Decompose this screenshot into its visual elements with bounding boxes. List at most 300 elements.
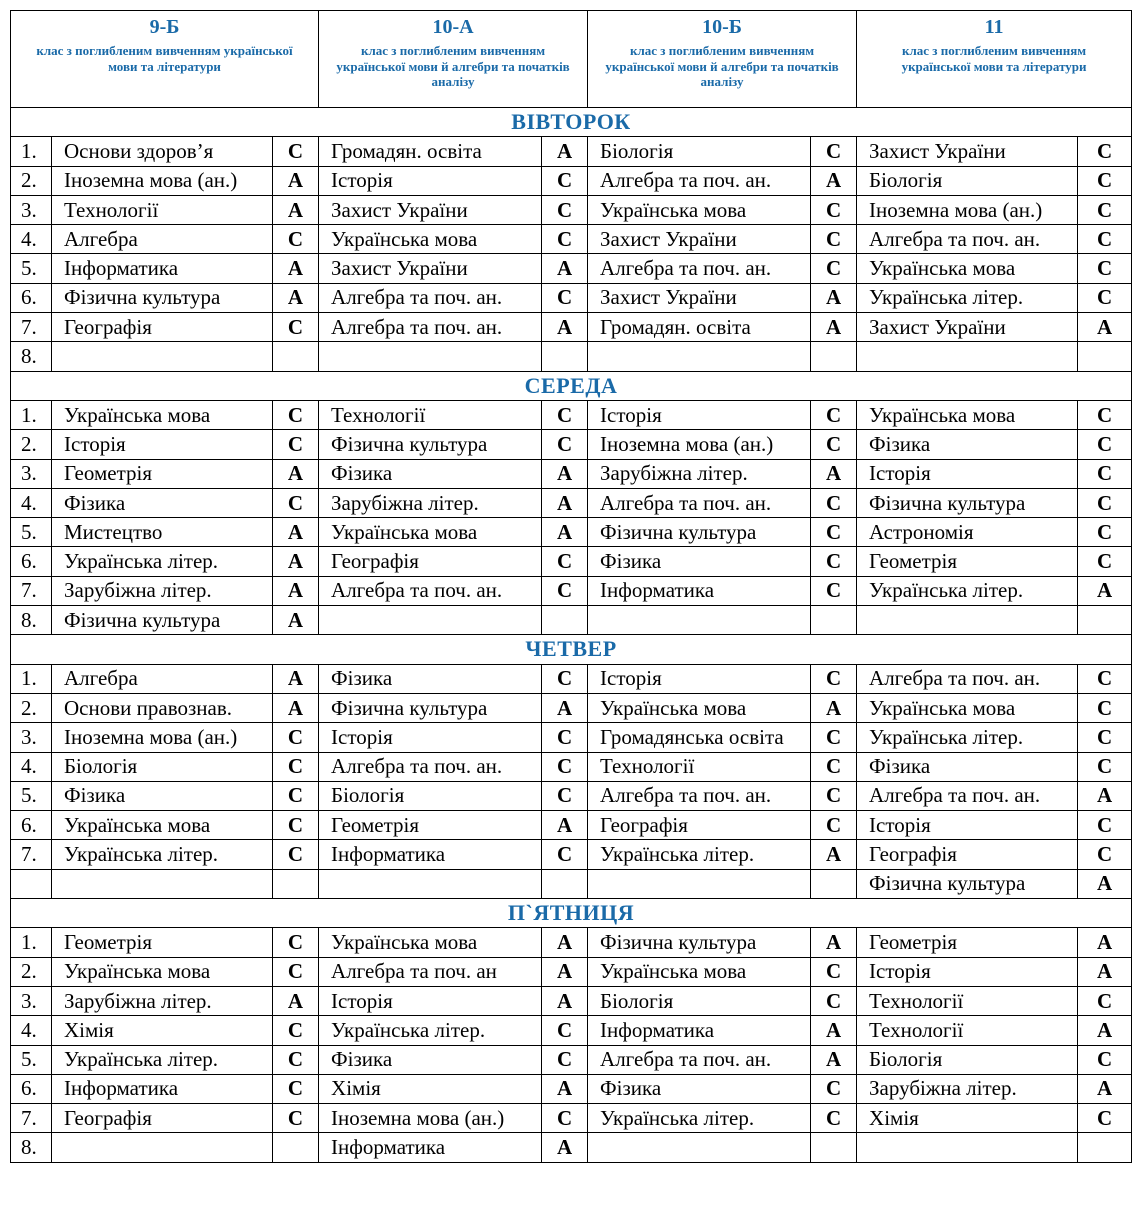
level-cell: С (1078, 752, 1132, 781)
level-cell: С (542, 195, 588, 224)
subject-cell: Українська літер. (857, 723, 1078, 752)
level-cell: А (811, 313, 857, 342)
subject-cell: Українська літер. (52, 840, 273, 869)
subject-cell: Хімія (52, 1016, 273, 1045)
subject-cell: Громадянська освіта (588, 723, 811, 752)
lesson-number: 7. (11, 1104, 52, 1133)
lesson-number: 6. (11, 547, 52, 576)
subject-cell: Зарубіжна літер. (857, 1074, 1078, 1103)
level-cell: А (542, 811, 588, 840)
subject-cell: Іноземна мова (ан.) (588, 430, 811, 459)
subject-cell: Алгебра та поч. ан. (319, 283, 542, 312)
level-cell: С (811, 254, 857, 283)
class-description: клас з поглибленим вивченням української мови та літератури (36, 43, 293, 74)
lesson-row (11, 342, 1132, 371)
level-cell: А (542, 1133, 588, 1162)
subject-cell: Технології (319, 400, 542, 429)
subject-cell (52, 869, 273, 898)
subject-cell: Українська мова (588, 195, 811, 224)
subject-cell: Українська мова (319, 928, 542, 957)
level-cell: А (1078, 928, 1132, 957)
level-cell: С (1078, 254, 1132, 283)
subject-cell: Історія (319, 166, 542, 195)
lesson-row (11, 518, 1132, 547)
subject-cell: Алгебра (52, 225, 273, 254)
day-name: СЕРЕДА (11, 371, 1132, 400)
level-cell (811, 1133, 857, 1162)
lesson-row (11, 723, 1132, 752)
day-header-row (11, 108, 1132, 137)
day-header-row (11, 635, 1132, 664)
level-cell: А (811, 1016, 857, 1045)
lesson-number: 4. (11, 488, 52, 517)
lesson-row (11, 869, 1132, 898)
subject-cell: Біологія (588, 137, 811, 166)
subject-cell: Захист України (857, 313, 1078, 342)
subject-cell: Історія (857, 957, 1078, 986)
subject-cell: Геометрія (319, 811, 542, 840)
subject-cell: Геометрія (52, 928, 273, 957)
level-cell: С (1078, 459, 1132, 488)
level-cell: С (1078, 693, 1132, 722)
level-cell: С (811, 1104, 857, 1133)
level-cell: А (1078, 313, 1132, 342)
level-cell: А (542, 928, 588, 957)
level-cell (273, 1133, 319, 1162)
level-cell: С (1078, 986, 1132, 1015)
level-cell: А (273, 459, 319, 488)
lesson-number: 8. (11, 606, 52, 635)
level-cell: А (542, 313, 588, 342)
level-cell: А (542, 693, 588, 722)
subject-cell (588, 342, 811, 371)
subject-cell: Фізика (52, 488, 273, 517)
level-cell: С (273, 225, 319, 254)
level-cell (542, 869, 588, 898)
subject-cell: Геометрія (857, 547, 1078, 576)
level-cell (273, 869, 319, 898)
level-cell: С (1078, 723, 1132, 752)
level-cell: А (273, 664, 319, 693)
subject-cell: Фізична культура (52, 606, 273, 635)
subject-cell: Громадян. освіта (588, 313, 811, 342)
subject-cell: Українська мова (857, 400, 1078, 429)
level-cell: С (273, 1016, 319, 1045)
subject-cell: Геометрія (857, 928, 1078, 957)
subject-cell: Хімія (319, 1074, 542, 1103)
lesson-row (11, 400, 1132, 429)
subject-cell: Українська літер. (588, 1104, 811, 1133)
level-cell: С (811, 1074, 857, 1103)
level-cell: С (811, 986, 857, 1015)
subject-cell: Іноземна мова (ан.) (857, 195, 1078, 224)
lesson-row (11, 664, 1132, 693)
lesson-number: 5. (11, 518, 52, 547)
subject-cell: Громадян. освіта (319, 137, 542, 166)
lesson-number: 3. (11, 195, 52, 224)
class-header-cell (588, 11, 857, 108)
level-cell: С (1078, 225, 1132, 254)
subject-cell: Географія (319, 547, 542, 576)
level-cell: А (273, 986, 319, 1015)
lesson-number: 4. (11, 225, 52, 254)
lesson-number: 7. (11, 313, 52, 342)
lesson-row (11, 811, 1132, 840)
lesson-row (11, 195, 1132, 224)
subject-cell: Біологія (857, 1045, 1078, 1074)
subject-cell: Фізична культура (319, 693, 542, 722)
level-cell: С (1078, 137, 1132, 166)
day-header-row (11, 899, 1132, 928)
lesson-row (11, 430, 1132, 459)
subject-cell: Алгебра та поч. ан. (588, 254, 811, 283)
subject-cell: Географія (588, 811, 811, 840)
subject-cell: Алгебра та поч. ан. (588, 488, 811, 517)
subject-cell: Фізика (857, 752, 1078, 781)
level-cell: А (273, 166, 319, 195)
level-cell: С (542, 430, 588, 459)
lesson-number: 8. (11, 342, 52, 371)
subject-cell: Алгебра та поч. ан. (588, 1045, 811, 1074)
level-cell: А (1078, 957, 1132, 986)
subject-cell: Фізична культура (857, 869, 1078, 898)
level-cell: С (811, 547, 857, 576)
subject-cell: Алгебра та поч. ан. (857, 781, 1078, 810)
class-header-cell (857, 11, 1132, 108)
subject-cell: Українська літер. (588, 840, 811, 869)
lesson-row (11, 488, 1132, 517)
level-cell: С (811, 225, 857, 254)
level-cell: А (273, 576, 319, 605)
level-cell: С (811, 400, 857, 429)
lesson-row (11, 606, 1132, 635)
level-cell: А (811, 840, 857, 869)
subject-cell: Алгебра та поч. ан. (857, 664, 1078, 693)
subject-cell: Зарубіжна літер. (52, 576, 273, 605)
level-cell: С (1078, 840, 1132, 869)
level-cell: А (1078, 1016, 1132, 1045)
level-cell: А (273, 693, 319, 722)
level-cell: С (542, 576, 588, 605)
level-cell: С (542, 547, 588, 576)
level-cell: А (273, 547, 319, 576)
subject-cell: Технології (52, 195, 273, 224)
subject-cell (588, 1133, 811, 1162)
lesson-row (11, 1045, 1132, 1074)
subject-cell: Фізична культура (588, 518, 811, 547)
subject-cell: Історія (857, 459, 1078, 488)
level-cell: С (273, 957, 319, 986)
subject-cell: Географія (52, 1104, 273, 1133)
level-cell: С (273, 723, 319, 752)
level-cell: А (1078, 576, 1132, 605)
level-cell: А (542, 518, 588, 547)
lesson-number: 5. (11, 254, 52, 283)
subject-cell: Фізика (319, 1045, 542, 1074)
lesson-row (11, 547, 1132, 576)
level-cell: С (811, 957, 857, 986)
subject-cell: Інформатика (319, 1133, 542, 1162)
subject-cell: Алгебра та поч. ан. (857, 225, 1078, 254)
level-cell: С (273, 488, 319, 517)
class-header-cell (11, 11, 319, 108)
subject-cell: Геометрія (52, 459, 273, 488)
lesson-row (11, 576, 1132, 605)
subject-cell: Фізична культура (857, 488, 1078, 517)
subject-cell: Іноземна мова (ан.) (319, 1104, 542, 1133)
level-cell: С (811, 723, 857, 752)
level-cell: А (1078, 781, 1132, 810)
level-cell: С (1078, 547, 1132, 576)
level-cell: А (542, 986, 588, 1015)
subject-cell: Фізика (52, 781, 273, 810)
lesson-number: 2. (11, 957, 52, 986)
subject-cell: Українська літер. (857, 576, 1078, 605)
subject-cell: Технології (857, 986, 1078, 1015)
level-cell (1078, 342, 1132, 371)
level-cell (1078, 1133, 1132, 1162)
subject-cell: Іноземна мова (ан.) (52, 166, 273, 195)
lesson-number: 7. (11, 576, 52, 605)
level-cell: С (542, 781, 588, 810)
level-cell: А (273, 195, 319, 224)
level-cell: С (1078, 811, 1132, 840)
lesson-row (11, 1104, 1132, 1133)
level-cell: С (273, 430, 319, 459)
subject-cell: Українська мова (319, 518, 542, 547)
subject-cell: Фізика (857, 430, 1078, 459)
level-cell: С (811, 664, 857, 693)
level-cell: С (811, 518, 857, 547)
subject-cell: Українська мова (52, 811, 273, 840)
subject-cell: Технології (857, 1016, 1078, 1045)
subject-cell: Інформатика (588, 1016, 811, 1045)
level-cell: С (1078, 195, 1132, 224)
subject-cell: Інформатика (52, 254, 273, 283)
level-cell: С (811, 488, 857, 517)
level-cell: С (273, 752, 319, 781)
level-cell: С (273, 1074, 319, 1103)
subject-cell: Фізика (319, 664, 542, 693)
lesson-number: 2. (11, 430, 52, 459)
level-cell: А (1078, 1074, 1132, 1103)
subject-cell: Фізика (588, 1074, 811, 1103)
subject-cell: Фізика (319, 459, 542, 488)
lesson-number: 2. (11, 693, 52, 722)
level-cell: С (811, 430, 857, 459)
level-cell: А (542, 957, 588, 986)
lesson-row (11, 986, 1132, 1015)
subject-cell (319, 606, 542, 635)
subject-cell: Основи правознав. (52, 693, 273, 722)
lesson-row (11, 283, 1132, 312)
subject-cell: Алгебра та поч. ан. (319, 752, 542, 781)
lesson-number: 1. (11, 664, 52, 693)
level-cell: С (1078, 430, 1132, 459)
lesson-row (11, 313, 1132, 342)
level-cell: А (273, 518, 319, 547)
subject-cell: Українська літер. (52, 1045, 273, 1074)
level-cell: С (811, 752, 857, 781)
lesson-row (11, 752, 1132, 781)
subject-cell: Біологія (319, 781, 542, 810)
day-name: П`ЯТНИЦЯ (11, 899, 1132, 928)
class-description: клас з поглибленим вивченням української мови й алгебри та початків аналізу (605, 43, 839, 90)
level-cell: С (273, 400, 319, 429)
level-cell: С (1078, 518, 1132, 547)
lesson-row (11, 840, 1132, 869)
level-cell (273, 342, 319, 371)
subject-cell: Алгебра та поч. ан. (588, 166, 811, 195)
level-cell: С (542, 1016, 588, 1045)
class-name: 10-Б (702, 16, 742, 38)
lesson-number: 3. (11, 723, 52, 752)
lesson-number: 5. (11, 1045, 52, 1074)
subject-cell: Захист України (588, 225, 811, 254)
lesson-number: 1. (11, 928, 52, 957)
lesson-number: 4. (11, 1016, 52, 1045)
lesson-row (11, 1074, 1132, 1103)
day-name: ЧЕТВЕР (11, 635, 1132, 664)
lesson-row (11, 254, 1132, 283)
lesson-number: 7. (11, 840, 52, 869)
subject-cell: Фізика (588, 547, 811, 576)
level-cell: С (811, 811, 857, 840)
lesson-row (11, 137, 1132, 166)
lesson-row (11, 1016, 1132, 1045)
subject-cell: Захист України (319, 254, 542, 283)
subject-cell: Історія (857, 811, 1078, 840)
class-name: 9-Б (149, 16, 180, 38)
subject-cell: Захист України (588, 283, 811, 312)
lesson-row (11, 166, 1132, 195)
level-cell: С (273, 781, 319, 810)
subject-cell: Українська літер. (857, 283, 1078, 312)
subject-cell: Основи здоров’я (52, 137, 273, 166)
lesson-number: 2. (11, 166, 52, 195)
level-cell: С (542, 283, 588, 312)
subject-cell (857, 342, 1078, 371)
level-cell: С (811, 195, 857, 224)
level-cell: С (542, 664, 588, 693)
subject-cell: Українська мова (52, 400, 273, 429)
level-cell: С (1078, 1045, 1132, 1074)
level-cell: С (542, 752, 588, 781)
subject-cell: Географія (52, 313, 273, 342)
subject-cell: Захист України (857, 137, 1078, 166)
lesson-row (11, 928, 1132, 957)
subject-cell: Інформатика (52, 1074, 273, 1103)
subject-cell: Алгебра та поч. ан (319, 957, 542, 986)
subject-cell: Українська мова (319, 225, 542, 254)
subject-cell: Українська мова (52, 957, 273, 986)
level-cell: С (542, 1104, 588, 1133)
lesson-number: 4. (11, 752, 52, 781)
subject-cell: Історія (588, 664, 811, 693)
lesson-row (11, 459, 1132, 488)
subject-cell: Хімія (857, 1104, 1078, 1133)
level-cell: А (811, 166, 857, 195)
level-cell: А (811, 928, 857, 957)
subject-cell: Фізична культура (588, 928, 811, 957)
subject-cell: Інформатика (319, 840, 542, 869)
level-cell: С (811, 781, 857, 810)
subject-cell (319, 342, 542, 371)
subject-cell (52, 342, 273, 371)
level-cell: А (1078, 869, 1132, 898)
lesson-number: 3. (11, 459, 52, 488)
subject-cell: Інформатика (588, 576, 811, 605)
subject-cell: Зарубіжна літер. (588, 459, 811, 488)
subject-cell: Українська мова (588, 957, 811, 986)
day-header-row (11, 371, 1132, 400)
subject-cell: Астрономія (857, 518, 1078, 547)
schedule-body (11, 11, 1132, 1163)
subject-cell: Історія (319, 986, 542, 1015)
lesson-row (11, 957, 1132, 986)
level-cell: А (542, 254, 588, 283)
lesson-row (11, 225, 1132, 254)
lesson-row (11, 693, 1132, 722)
subject-cell (52, 1133, 273, 1162)
subject-cell: Алгебра та поч. ан. (319, 313, 542, 342)
level-cell: А (811, 693, 857, 722)
subject-cell: Алгебра та поч. ан. (588, 781, 811, 810)
level-cell: С (273, 840, 319, 869)
subject-cell: Географія (857, 840, 1078, 869)
class-header-row (11, 11, 1132, 108)
subject-cell: Українська літер. (52, 547, 273, 576)
level-cell: С (273, 313, 319, 342)
level-cell: А (811, 1045, 857, 1074)
level-cell (1078, 606, 1132, 635)
level-cell: С (542, 400, 588, 429)
level-cell: С (542, 723, 588, 752)
level-cell: А (542, 488, 588, 517)
lesson-number: 1. (11, 400, 52, 429)
subject-cell: Українська літер. (319, 1016, 542, 1045)
class-name: 11 (984, 16, 1004, 38)
lesson-number: 8. (11, 1133, 52, 1162)
lesson-number: 1. (11, 137, 52, 166)
subject-cell: Українська мова (857, 254, 1078, 283)
lesson-number: 6. (11, 283, 52, 312)
subject-cell (588, 606, 811, 635)
level-cell: С (811, 576, 857, 605)
level-cell: А (542, 137, 588, 166)
level-cell: С (1078, 488, 1132, 517)
level-cell: С (542, 840, 588, 869)
subject-cell: Біологія (52, 752, 273, 781)
class-name: 10-А (432, 16, 474, 38)
subject-cell: Історія (52, 430, 273, 459)
level-cell: С (1078, 283, 1132, 312)
lesson-number: 5. (11, 781, 52, 810)
subject-cell: Біологія (857, 166, 1078, 195)
subject-cell: Українська мова (588, 693, 811, 722)
level-cell (811, 342, 857, 371)
level-cell: С (811, 137, 857, 166)
day-name: ВІВТОРОК (11, 108, 1132, 137)
level-cell: А (811, 283, 857, 312)
level-cell: А (542, 1074, 588, 1103)
level-cell: С (273, 137, 319, 166)
subject-cell: Іноземна мова (ан.) (52, 723, 273, 752)
subject-cell (588, 869, 811, 898)
level-cell: А (273, 254, 319, 283)
level-cell (811, 869, 857, 898)
subject-cell (857, 606, 1078, 635)
